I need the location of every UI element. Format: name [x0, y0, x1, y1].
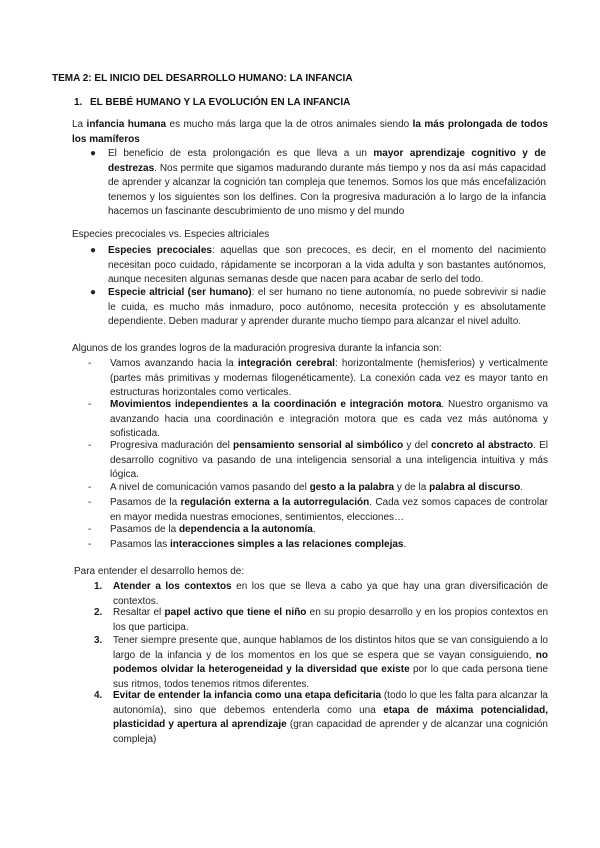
- bullet-text: [108, 147, 546, 220]
- text: (gran capacidad de aprender y de alcanzar una cognición compleja): [113, 719, 548, 745]
- bold-text: regulación externa a la autorregulación: [180, 497, 370, 508]
- achievements-intro: Algunos de los grandes logros de la maduración progresiva durante la infancia son:: [72, 343, 442, 354]
- text: Pasamos de la: [110, 497, 181, 508]
- item-text: [113, 606, 548, 635]
- text: A nivel de comunicación vamos pasando del: [110, 482, 310, 493]
- achievement-item: [88, 357, 548, 401]
- achievement-item: [88, 398, 548, 442]
- text: . Cada vez somos capaces de controlar en mayor medida nuestras emociones, sentimientos, elecciones…: [110, 497, 548, 523]
- bold-text: no podemos olvidar la heterogeneidad y la diversidad que existe: [113, 649, 548, 675]
- species-bullet-altricial: [90, 286, 546, 330]
- bold-text: la más prolongada de todos los mamíferos: [72, 119, 548, 145]
- achievement-item: [88, 439, 548, 483]
- achievement-item: [88, 523, 548, 538]
- bullet-icon: ●: [90, 287, 97, 298]
- text: Resaltar el: [113, 607, 165, 618]
- benefit-bullet: [90, 147, 546, 220]
- text: Tener siempre presente que, aunque hablamos de los distintos hitos que se van consiguiendo a lo largo de la infancia y de los momentos en los que se espera que se vayan consiguiendo,: [113, 635, 548, 661]
- text: El beneficio de esta prolongación es que lleva a un: [108, 148, 374, 159]
- bold-text: concreto al abstracto: [431, 440, 534, 451]
- intro-paragraph: [72, 118, 548, 147]
- text: . Nuestro organismo va avanzando hacia una coordinación e integración motora que es cada vez más autónoma y sofisticada.: [110, 399, 548, 439]
- item-text: [110, 481, 548, 496]
- bullet-text: [108, 286, 546, 330]
- item-text: [110, 523, 548, 538]
- bold-text: palabra al discurso: [429, 482, 521, 493]
- numbered-item: [94, 580, 548, 609]
- dash-icon: -: [88, 440, 92, 451]
- bullet-icon: ●: [90, 148, 97, 159]
- item-text: [110, 357, 548, 401]
- item-text: [110, 398, 548, 442]
- bold-text: Atender a los contextos: [113, 581, 232, 592]
- numbered-item: [94, 634, 548, 692]
- dash-icon: -: [88, 497, 92, 508]
- text: Progresiva maduración del: [110, 440, 233, 451]
- item-text: [110, 496, 548, 525]
- text: en los que se lleva a cabo ya que hay una gran diversificación de contextos.: [113, 581, 549, 607]
- text: en su propio desarrollo y en los propios contextos en los que participa.: [113, 607, 549, 633]
- achievement-item: [88, 481, 548, 496]
- item-number: 4.: [94, 690, 103, 701]
- text: .: [312, 524, 316, 535]
- section-heading-text: EL BEBÉ HUMANO Y LA EVOLUCIÓN EN LA INFANCIA: [90, 97, 351, 108]
- bold-text: dependencia a la autonomía: [178, 524, 313, 535]
- item-text: [110, 439, 548, 483]
- text: : horizontalmente (hemisferios) y verticalmente (partes más primitivas y modernas filogenéticamente). La conexión cada vez es mayor tanto en estructuras horizontales como verticales.: [110, 358, 549, 398]
- bold-text: Especies precociales: [108, 245, 212, 256]
- section-number: 1.: [74, 97, 83, 108]
- text: . Nos permite que sigamos madurando durante más tiempo y nos da así más capacidad de aprender y alcanzar la cognición tan compleja que tenemos. Somos los que más encefalización tenemos y los siguientes son los delfines. Con la progresiva maduración a lo largo de la infancia hacemos un fascinante descubrimiento de uno mismo y del mundo: [108, 162, 546, 217]
- bold-text: interacciones simples a las relaciones complejas: [170, 539, 404, 550]
- species-heading: Especies precociales vs. Especies altriciales: [72, 229, 270, 240]
- numbered-item: [94, 606, 548, 635]
- text: (todo lo que les falta para alcanzar la autonomía), sino que debemos entenderla como una: [113, 690, 548, 716]
- item-text: [113, 689, 548, 747]
- bullet-icon: ●: [90, 245, 97, 256]
- dash-icon: -: [88, 539, 92, 550]
- bold-text: Movimientos independientes a la coordinación e integración motora: [110, 399, 442, 410]
- bold-text: mayor aprendizaje cognitivo y de destrezas: [108, 148, 546, 174]
- bold-text: gesto a la palabra: [309, 482, 395, 493]
- text: : el ser humano no tiene autonomía, no puede sobrevivir si nadie le cuida, es mucho más inmaduro, poco autónomo, necesita protección y es absolutamente dependiente. Deben madurar y aprender durante mucho tiempo para alcanzar el nivel adulto.: [108, 287, 547, 327]
- text: Vamos avanzando hacia la: [110, 358, 238, 369]
- bold-text: pensamiento sensorial al simbólico: [232, 440, 404, 451]
- species-bullet-precocial: [90, 244, 546, 288]
- text: La: [72, 119, 87, 130]
- item-number: 2.: [94, 607, 103, 618]
- bullet-text: [108, 244, 546, 288]
- text: .: [403, 539, 407, 550]
- page-title: TEMA 2: EL INICIO DEL DESARROLLO HUMANO: LA INFANCIA: [52, 73, 353, 84]
- text: : aquellas que son precoces, es decir, en el momento del nacimiento necesitan poco cuidado, rápidamente se incorporan a la vida adulta y son bastantes autónomos, aunque necesiten algunas semanas desde que nacen para acabar de serlo del todo.: [108, 245, 546, 285]
- bold-text: infancia humana: [86, 119, 167, 130]
- achievement-item: [88, 538, 548, 553]
- dash-icon: -: [88, 482, 92, 493]
- text: .: [520, 482, 524, 493]
- item-text: [110, 538, 548, 553]
- text: Pasamos las: [110, 539, 171, 550]
- dash-icon: -: [88, 524, 92, 535]
- numbered-item: [94, 689, 548, 747]
- item-number: 1.: [94, 581, 103, 592]
- item-number: 3.: [94, 635, 103, 646]
- bold-text: Evitar de entender la infancia como una etapa deficitaria: [113, 690, 382, 701]
- bold-text: etapa de máxima potencialidad, plasticidad y apertura al aprendizaje: [113, 704, 548, 730]
- understanding-intro: Para entender el desarrollo hemos de:: [74, 566, 245, 577]
- text: y del: [403, 440, 432, 451]
- item-text: [113, 580, 548, 609]
- text: es mucho más larga que la de otros animales siendo: [166, 119, 413, 130]
- section-heading: [74, 96, 350, 111]
- bold-text: papel activo que tiene el niño: [164, 607, 307, 618]
- text: por lo que cada persona tiene sus ritmos, todos tenemos ritmos diferentes.: [113, 664, 548, 690]
- item-text: [113, 634, 548, 692]
- dash-icon: -: [88, 399, 92, 410]
- bold-text: integración cerebral: [237, 358, 335, 369]
- achievement-item: [88, 496, 548, 525]
- text: y de la: [394, 482, 430, 493]
- text: . El desarrollo cognitivo va pasando de una inteligencia sensorial a una inteligencia intuitiva y más lógica.: [110, 440, 548, 480]
- bold-text: Especie altricial (ser humano): [108, 287, 252, 298]
- text: Pasamos de la: [110, 524, 179, 535]
- dash-icon: -: [88, 358, 92, 369]
